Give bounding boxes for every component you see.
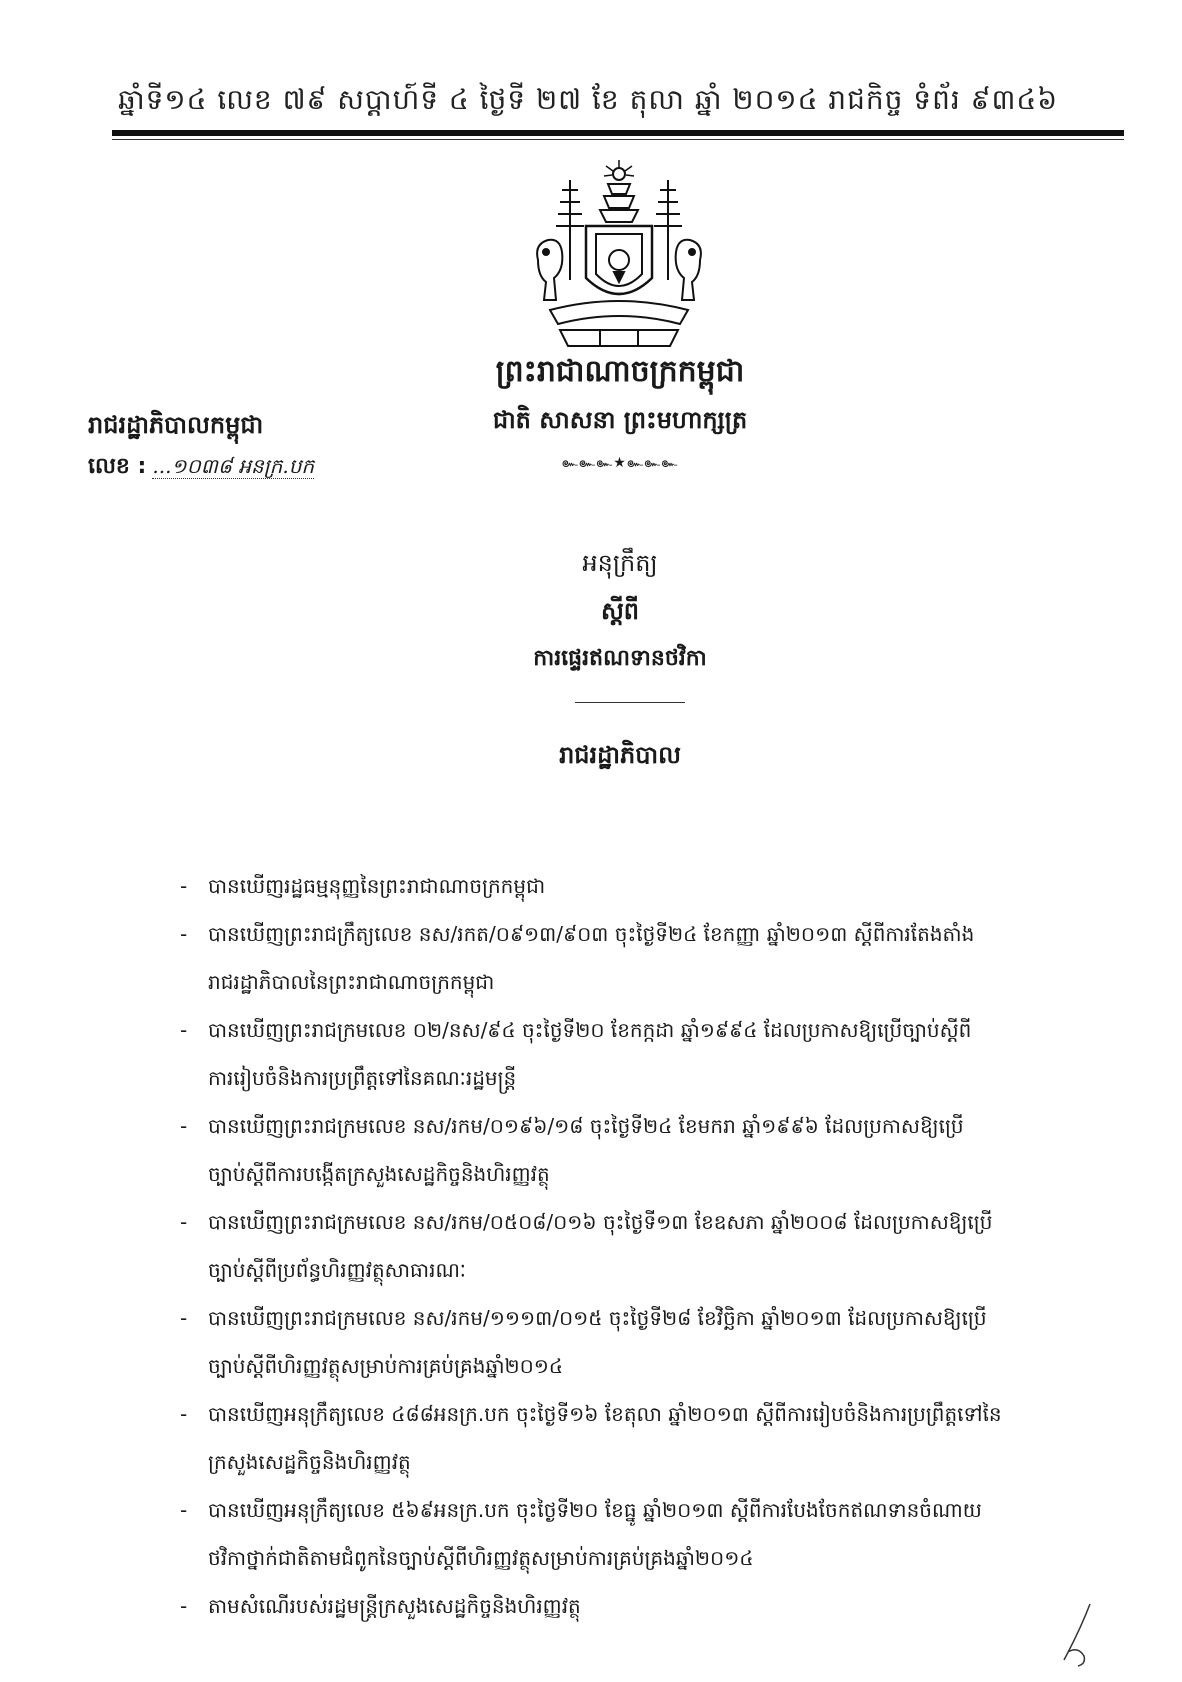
preamble-item: - បានឃើញអនុក្រឹត្យលេខ ៤៨៨អនក្រ.បក ចុះថ្ងៃទី១៦ ខែតុលា ឆ្នាំ២០១៣ ស្តីពីការរៀបចំនិងការប្រព្រឹត្តទៅនៃ — [180, 1390, 1080, 1438]
header-rule — [112, 130, 1124, 136]
preamble-item-continuation: ការរៀបចំនិងការប្រព្រឹត្តទៅនៃគណៈរដ្ឋមន្ត្រី — [208, 1066, 517, 1090]
about-label: ស្តីពី — [600, 597, 640, 625]
preamble-item-continuation: ក្រសួងសេដ្ឋកិច្ចនិងហិរញ្ញវត្ថុ — [208, 1450, 411, 1474]
preamble-item: - បានឃើញព្រះរាជក្រមលេខ ០២/នស/៩៤ ចុះថ្ងៃទី២០ ខែកក្កដា ឆ្នាំ១៩៩៤ ដែលប្រកាសឱ្យប្រើច្បាប់ស្តីពី — [180, 1006, 1080, 1054]
motto-ornament: ๛๛๛★๛๛๛ — [561, 455, 679, 471]
preamble-item: - បានឃើញព្រះរាជក្រមលេខ នស/រកម/០៥០៨/០១៦ ចុះថ្ងៃទី១៣ ខែឧសភា ឆ្នាំ២០០៨ ដែលប្រកាសឱ្យប្រើ — [180, 1198, 1080, 1246]
preamble-item-continuation: ច្បាប់ស្តីពីហិរញ្ញវត្ថុសម្រាប់ការគ្រប់គ្រងឆ្នាំ២០១៤ — [208, 1354, 564, 1378]
issuing-authority: រាជរដ្ឋាភិបាល — [559, 741, 681, 769]
preamble-item: - បានឃើញព្រះរាជក្រឹត្យលេខ នស/រកត/០៩១៣/៩០៣ ចុះថ្ងៃទី២៤ ខែកញ្ញា ឆ្នាំ២០១៣ ស្តីពីការតែងតាំង — [180, 910, 1080, 958]
section-divider — [575, 702, 685, 703]
national-motto: ជាតិ សាសនា ព្រះមហាក្សត្រ — [492, 406, 748, 434]
gazette-header: ឆ្នាំទី១៤ លេខ ៧៩ សប្តាហ៍ទី ៤ ថ្ងៃទី ២៧ ខែ តុលា ឆ្នាំ ២០១៤ រាជកិច្ច ទំព័រ ៩៣៤៦ — [118, 83, 1059, 116]
preamble-item: - តាមសំណើរបស់រដ្ឋមន្ត្រីក្រសួងសេដ្ឋកិច្ចនិងហិរញ្ញវត្ថុ — [180, 1582, 1080, 1630]
preamble-item: - បានឃើញអនុក្រឹត្យលេខ ៥៦៩អនក្រ.បក ចុះថ្ងៃទី២០ ខែធ្នូ ឆ្នាំ២០១៣ ស្តីពីការបែងចែកឥណទានចំណាយ — [180, 1486, 1080, 1534]
document-type: អនុក្រឹត្យ — [582, 549, 658, 577]
preamble-item-continuation: ថវិកាថ្នាក់ជាតិតាមជំពូកនៃច្បាប់ស្តីពីហិរញ្ញវត្ថុសម្រាប់ការគ្រប់គ្រងឆ្នាំ២០១៤ — [208, 1546, 754, 1570]
reference-value: ...១០៣៨ អនក្រ.បក — [152, 454, 315, 478]
kingdom-title: ព្រះរាជាណាចក្រកម្ពុជា — [495, 354, 745, 389]
preamble-item: - បានឃើញព្រះរាជក្រមលេខ នស/រកម/០១៩៦/១៨ ចុះថ្ងៃទី២៤ ខែមករា ឆ្នាំ១៩៩៦ ដែលប្រកាសឱ្យប្រើ — [180, 1102, 1080, 1150]
preamble-item: - បានឃើញព្រះរាជក្រមលេខ នស/រកម/១១១៣/០១៥ ចុះថ្ងៃទី២៨ ខែវិច្ឆិកា ឆ្នាំ២០១៣ ដែលប្រកាសឱ្យប្រើ — [180, 1294, 1080, 1342]
preamble-item-continuation: រាជរដ្ឋាភិបាលនៃព្រះរាជាណាចក្រកម្ពុជា — [208, 970, 495, 994]
document-subject: ការផ្ទេរឥណទានថវិកា — [533, 646, 707, 671]
reference-number — [88, 452, 314, 484]
reference-label: លេខ : — [88, 454, 147, 479]
preamble-item-continuation: ច្បាប់ស្តីពីការបង្កើតក្រសួងសេដ្ឋកិច្ចនិងហិរញ្ញវត្ថុ — [208, 1162, 550, 1186]
preamble-item: - បានឃើញរដ្ឋធម្មនុញ្ញនៃព្រះរាជាណាចក្រកម្ពុជា — [180, 862, 1080, 910]
header-rule-thin — [112, 139, 1124, 140]
issuing-ministry: រាជរដ្ឋាភិបាលកម្ពុជា — [88, 411, 264, 439]
royal-coat-of-arms-icon — [530, 160, 708, 348]
initials-mark-icon — [1050, 1600, 1110, 1670]
preamble-list — [180, 862, 1080, 1630]
preamble-item-continuation: ច្បាប់ស្តីពីប្រព័ន្ធហិរញ្ញវត្ថុសាធារណៈ — [208, 1258, 466, 1282]
